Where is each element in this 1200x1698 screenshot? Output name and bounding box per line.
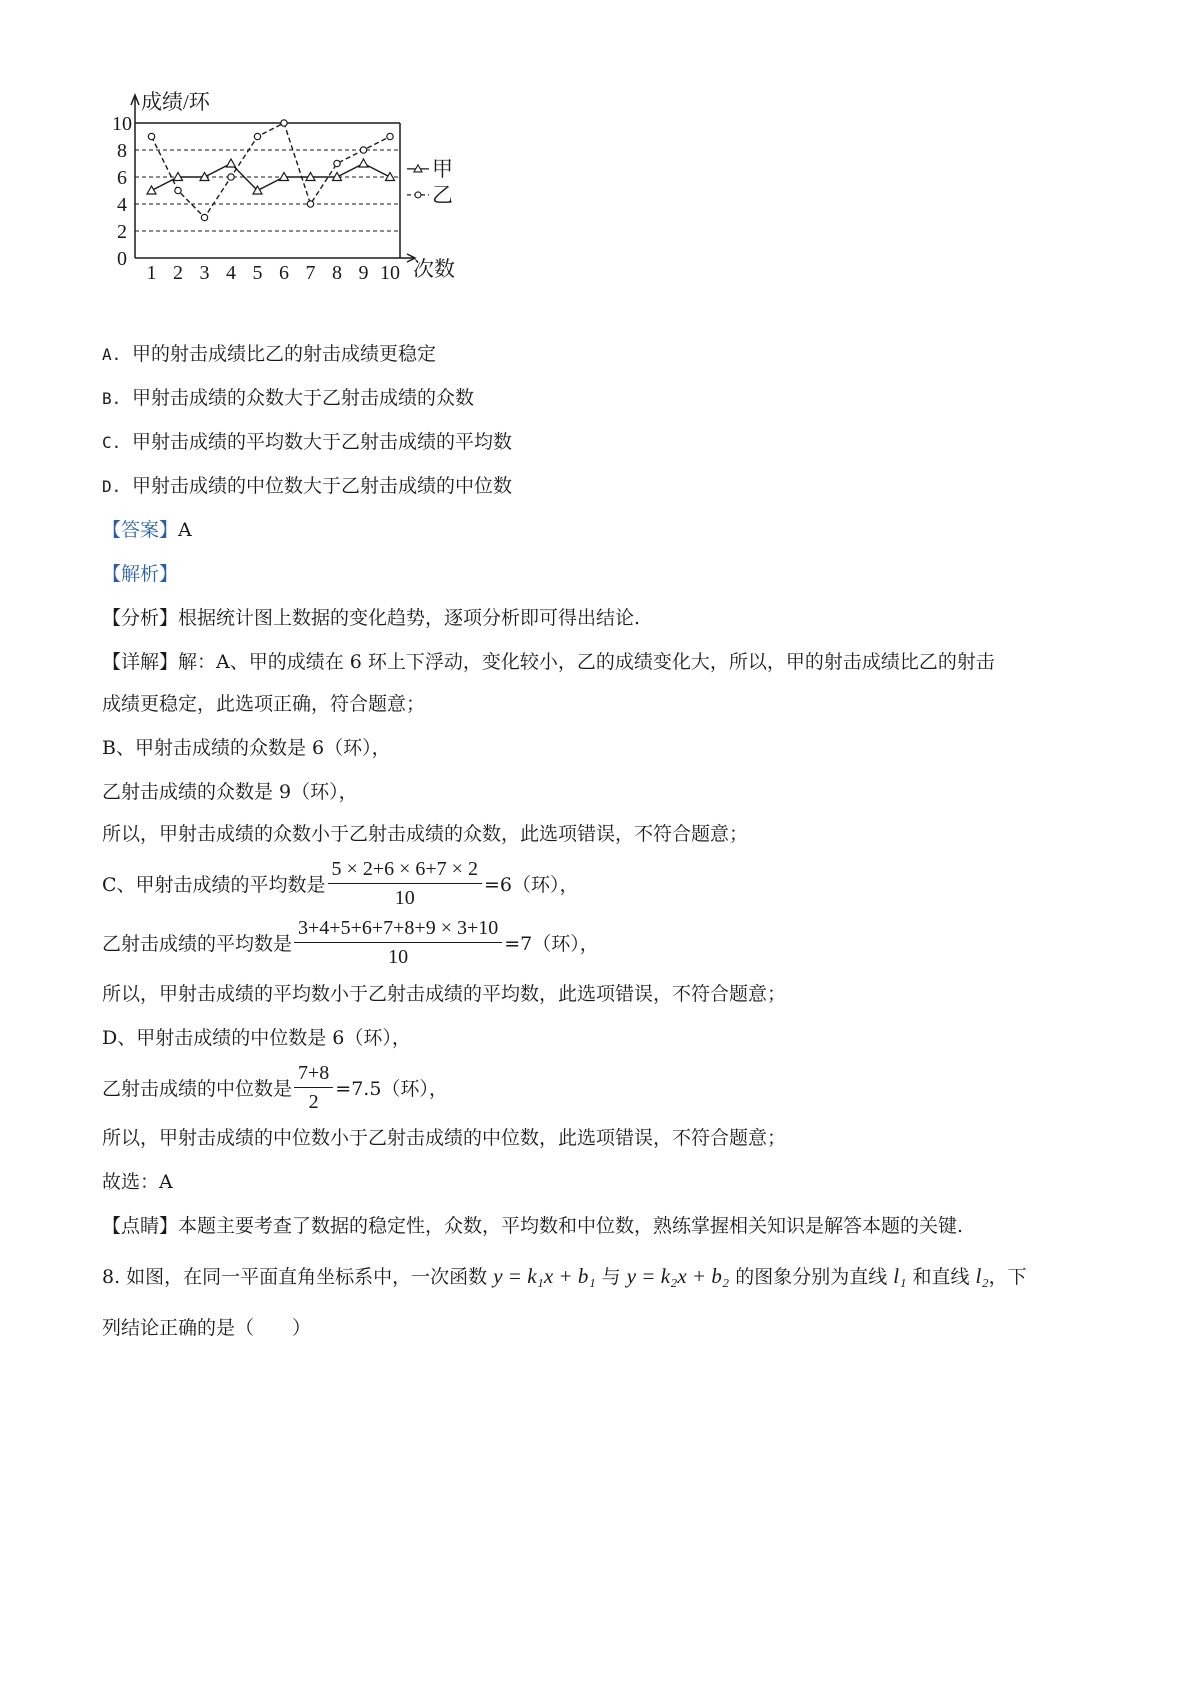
option-d: [102, 474, 512, 499]
option-letter: C.: [102, 433, 122, 452]
q8-end: ，下: [988, 1266, 1027, 1288]
y-axis-label: 成绩/环: [141, 90, 210, 114]
d2-denominator: 2: [308, 1091, 319, 1113]
y-tick-label: 2: [117, 221, 127, 243]
c-suffix: =6（环），: [483, 874, 579, 896]
d-line1: D、甲射击成绩的中位数是 6（环），: [102, 1027, 411, 1049]
option-letter: B.: [102, 389, 122, 408]
xiangjie-line2: 成绩更稳定，此选项正确，符合题意；: [102, 693, 426, 715]
x-tick-label: 7: [305, 262, 316, 284]
xiangjie-tag: 【详解】: [102, 651, 179, 673]
x-tick-label: 2: [173, 262, 183, 284]
c-fraction: [328, 858, 482, 909]
c-prefix: C、甲射击成绩的平均数是: [102, 874, 326, 896]
option-a: [102, 342, 436, 367]
answer-tag: 【答案】: [102, 519, 179, 541]
b-line3: 所以，甲射击成绩的众数小于乙射击成绩的众数，此选项错误，不符合题意；: [102, 823, 749, 845]
option-text: 甲射击成绩的众数大于乙射击成绩的众数: [132, 387, 475, 409]
q8-line1: [102, 1264, 1027, 1289]
d2-prefix: 乙射击成绩的中位数是: [102, 1078, 293, 1100]
b-line1: B、甲射击成绩的众数是 6（环），: [102, 737, 391, 759]
xiangjie-line1: [102, 650, 995, 674]
data-point: [359, 159, 368, 167]
x-tick-label: 6: [279, 262, 289, 284]
d-line3: 所以，甲射击成绩的中位数小于乙射击成绩的中位数，此选项错误，不符合题意；: [102, 1127, 787, 1149]
y-tick-label: 0: [117, 248, 127, 270]
d-line2: [102, 1062, 448, 1113]
x-tick-label: 4: [226, 262, 236, 284]
answer-value: A: [178, 519, 192, 541]
dianjing-text: 本题主要考查了数据的稳定性，众数，平均数和中位数，熟练掌握相关知识是解答本题的关键.: [178, 1215, 964, 1237]
y-tick-label: 8: [117, 140, 127, 162]
data-point: [147, 186, 156, 194]
guxuan-line: 故选：A: [102, 1171, 173, 1193]
x-tick-label: 1: [146, 262, 157, 284]
b-line2: 乙射击成绩的众数是 9（环），: [102, 781, 358, 803]
c2-numerator: 3+4+5+6+7+8+9 × 3+10: [294, 917, 502, 943]
option-letter: D.: [102, 477, 122, 496]
option-text: 甲的射击成绩比乙的射击成绩更稳定: [132, 343, 437, 365]
data-point: [254, 133, 260, 139]
q8-and: 和直线: [912, 1266, 970, 1288]
dianjing-line: [102, 1214, 963, 1238]
c2-prefix: 乙射击成绩的平均数是: [102, 933, 293, 955]
c-denominator: 10: [394, 887, 415, 909]
fenxi-line: [102, 606, 640, 630]
data-point: [281, 120, 287, 126]
option-text: 甲射击成绩的中位数大于乙射击成绩的中位数: [132, 475, 513, 497]
dianjing-tag: 【点睛】: [102, 1215, 179, 1237]
option-letter: A.: [102, 345, 122, 364]
x-tick-label: 10: [380, 262, 400, 284]
q8-line-l2: l₂: [975, 1264, 989, 1288]
legend-label: 甲: [432, 156, 453, 181]
q8-line-l1: l₁: [893, 1264, 907, 1288]
data-point: [334, 160, 340, 166]
x-tick-label: 5: [252, 262, 263, 284]
c2-denominator: 10: [388, 946, 409, 968]
q8-mid2: 的图象分别为直线: [735, 1266, 888, 1288]
data-point: [387, 133, 393, 139]
q8-line2: 列结论正确的是（ ）: [102, 1317, 312, 1339]
line-chart: [95, 85, 515, 305]
analysis-heading: [102, 562, 178, 586]
y-tick-label: 4: [117, 194, 127, 216]
d2-fraction: [294, 1062, 333, 1113]
data-point: [360, 147, 366, 153]
d2-numerator: 7+8: [294, 1062, 333, 1088]
c-line1: [102, 858, 578, 909]
data-point: [201, 214, 207, 220]
c2-suffix: =7（环），: [504, 933, 599, 955]
option-b: [102, 386, 474, 411]
y-tick-label: 10: [112, 113, 132, 135]
x-tick-label: 9: [358, 262, 369, 284]
series-line: [152, 123, 391, 218]
c-line3: 所以，甲射击成绩的平均数小于乙射击成绩的平均数，此选项错误，不符合题意；: [102, 983, 787, 1005]
data-point: [228, 174, 234, 180]
fenxi-tag: 【分析】: [102, 607, 179, 629]
data-point: [175, 187, 181, 193]
c-line2: [102, 917, 599, 968]
xiangjie-text: 解：A、甲的成绩在 6 环上下浮动，变化较小，乙的成绩变化大，所以，甲的射击成绩比乙的射击: [178, 651, 995, 673]
data-point: [227, 159, 236, 167]
q8-function2: y = k₂x + b₂: [626, 1264, 730, 1288]
q8-prefix: 8. 如图，在同一平面直角坐标系中，一次函数: [102, 1266, 488, 1288]
data-point: [148, 133, 154, 139]
x-axis-label: 次数: [413, 257, 455, 281]
x-tick-label: 8: [332, 262, 342, 284]
q8-function1: y = k₁x + b₁: [493, 1264, 596, 1288]
option-text: 甲射击成绩的平均数大于乙射击成绩的平均数: [132, 431, 513, 453]
legend-marker: [415, 192, 421, 198]
y-tick-label: 6: [117, 167, 127, 189]
legend-label: 乙: [432, 182, 453, 207]
q8-mid: 与: [601, 1266, 621, 1288]
answer-line: [102, 518, 192, 542]
data-point: [307, 201, 313, 207]
d2-suffix: =7.5（环），: [335, 1078, 448, 1100]
data-point: [386, 173, 395, 181]
c2-fraction: [294, 917, 502, 968]
option-c: [102, 430, 512, 455]
x-tick-label: 3: [199, 262, 210, 284]
fenxi-text: 根据统计图上数据的变化趋势，逐项分析即可得出结论.: [178, 607, 641, 629]
c-numerator: 5 × 2+6 × 6+7 × 2: [328, 858, 482, 884]
analysis-tag: 【解析】: [102, 563, 179, 585]
